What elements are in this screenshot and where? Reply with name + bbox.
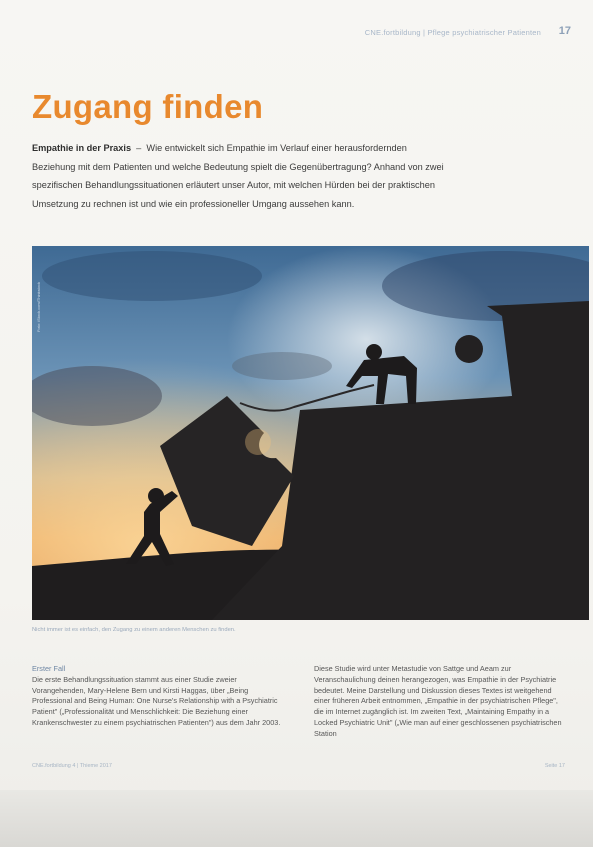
page-bottom-edge — [0, 790, 593, 847]
footer-right: Seite 17 — [544, 763, 565, 769]
article-intro — [32, 139, 452, 213]
photo-credit: Foto: iStock.com/Thinkstock — [36, 281, 41, 332]
dark-cloud-top — [42, 251, 262, 301]
body-text-left: Die erste Behandlungssituation stammt aus einer Studie zweier Vorangehenden, Mary-Helene Bern und Kirsti Haggas, über „Being Professional and Being Human: One Nurse's Relationship with a Psychiatric Patient" („Professionalität und Menschlichkeit: Die Beziehung einer Krankenschwester zu einem psychiatrischen Patienten") aus dem Jahr 2003. — [32, 674, 281, 727]
article-title: Zugang finden — [32, 88, 264, 125]
body-column-left — [32, 664, 287, 729]
article-photo — [32, 246, 589, 620]
mid-cloud — [232, 352, 332, 380]
body-text-right: Diese Studie wird unter Metastudie von Sattge und Aeam zur Veranschaulichung deinen herangezogen, was Empathie in der Psychiatrie bedeutet. Meine Darstellung und Diskussion dieses Textes ist weitgehend einer früheren Arbeit entnommen, „Empathie in der psychiatrischen Pflege", die im Internet zugänglich ist. Im zweiten Text, „Maintaining Empathy in a Locked Psychiatric Unit" („Wie man auf einer geschlossenen psychiatrischen Station — [314, 664, 562, 738]
intro-kicker: Empathie in der Praxis — [32, 143, 132, 153]
footer-left: CNE.fortbildung 4 | Thieme 2017 — [32, 763, 112, 769]
intro-separator: – — [133, 143, 147, 153]
running-header: CNE.fortbildung | Pflege psychiatrischer Patienten — [364, 28, 541, 37]
page-number: 17 — [558, 25, 571, 37]
body-column-right — [314, 664, 569, 740]
puzzle-illustration — [32, 246, 589, 620]
section-subhead: Erster Fall — [32, 664, 66, 673]
puzzle-gap-light — [245, 429, 271, 455]
intro-text: Wie entwickelt sich Empathie im Verlauf einer herausfordernden Beziehung mit dem Patienten und welche Bedeutung spielt die Gegenübertragung? Anhand von zwei spezifischen Behandlungssituationen erläutert unser Autor, mit welchen Hürden bei der praktischen Umsetzung zu rechnen ist und wie ein professioneller Umgang aussehen kann. — [32, 143, 444, 209]
puzzle-knob-right — [455, 335, 483, 363]
photo-caption: Nicht immer ist es einfach, den Zugang zu einem anderen Menschen zu finden. — [32, 627, 236, 633]
